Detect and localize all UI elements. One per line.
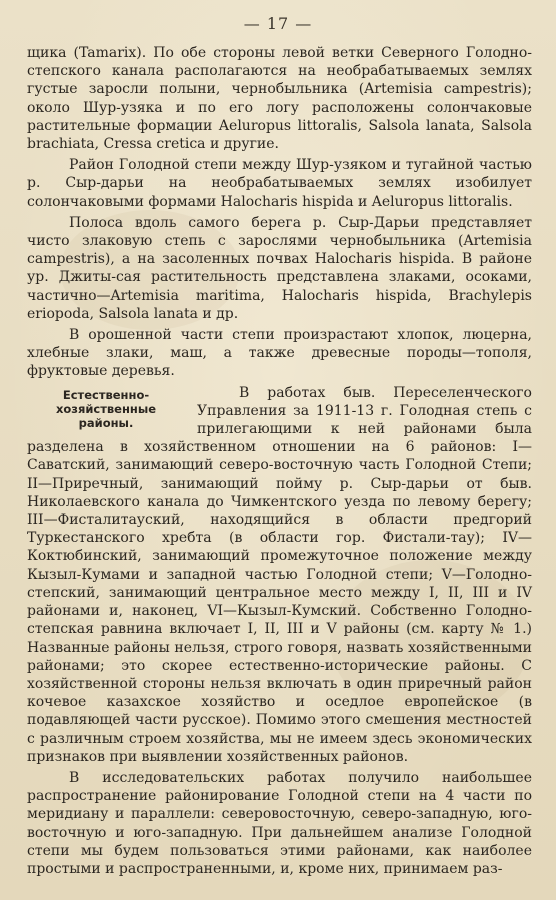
paragraph: щика (Tamarix). По обе стороны левой ветки Северного Голодно-степского канала располагаются на необрабатываемых землях густые заросли полыни, чернобыльника (Artemisia campestris); около Шур-узяка и по его логу расположены солончаковые растительные формации Aeluropus littoralis, Salsola lanata, Salsola brachiata, Cressa cretica и другие. bbox=[27, 45, 532, 153]
paragraph: В исследовательских работах получило наибольшее распространение районирование Голодной степи на 4 части по меридиану и параллели: северовосточную, северо-западную, юго-восточную и юго-западную. При дальнейшем анализе Голодной степи мы будем пользоваться этими районами, как наиболее простыми и распространенными, и, кроме них, принимаем раз- bbox=[27, 769, 532, 877]
page-body bbox=[27, 44, 532, 881]
margin-heading: Естественно-хозяйственные районы. bbox=[55, 387, 157, 430]
paragraph: В работах быв. Переселенческого Управления за 1911-13 г. Голодная степь с прилегающими к ней районами была разделена в хозяйственном отношении на 6 районов: I—Саватский, занимающий северо-восточную часть Голодной Степи; II—Приречный, занимающий пойму р. Сыр-дарьи от быв. Николаевского канала до Чимкентского уезда по левому берегу; III—Фисталитауский, находящийся в области предгорий Туркестанского хребта (в области гор. Фистали-тау); IV—Коктюбинский, занимающий промежуточное положение между Кызыл-Кумами и западной частью Голодной степи; V—Голодно-степский, занимающий центральное место между I, II, III и IV районами и, наконец, VI—Кызыл-Кумский. Собственно Голодно-степская равнина включает I, II, III и V районы (см. карту № 1.) Названные районы нельзя, строго говоря, назвать хозяйственными районами; это скорее естественно-исторические районы. С хозяйственной стороны нельзя включать в один приречный район кочевое казахское хозяйство и оседлое европейское (в подавляющей части русское). Помимо этого смешения местностей с различным строем хозяйства, мы не имеем здесь экономических признаков при выявлении хозяйственных районов. bbox=[27, 384, 532, 765]
paragraph: Район Голодной степи между Шур-узяком и тугайной частью р. Сыр-дарьи на необрабатываемых землях изобилует солончаковыми формами Halocharis hispida и Aeluropus littoralis. bbox=[27, 157, 532, 210]
paragraph: Полоса вдоль самого берега р. Сыр-Дарьи представляет чисто злаковую степь с зарослями чернобыльника (Artemisia campestris), а на засоленных почвах Halocharis hispida. В районе ур. Джиты-сая растительность представлена злаками, осоками, частично—Artemisia maritima, Halocharis hispida, Brachylepis eriopoda, Salsola lanata и др. bbox=[27, 214, 532, 322]
paragraph: В орошенной части степи произрастают хлопок, люцерна, хлебные злаки, маш, а также древесные породы—тополя, фруктовые деревья. bbox=[27, 327, 532, 380]
page-number: — 17 — bbox=[243, 14, 313, 33]
